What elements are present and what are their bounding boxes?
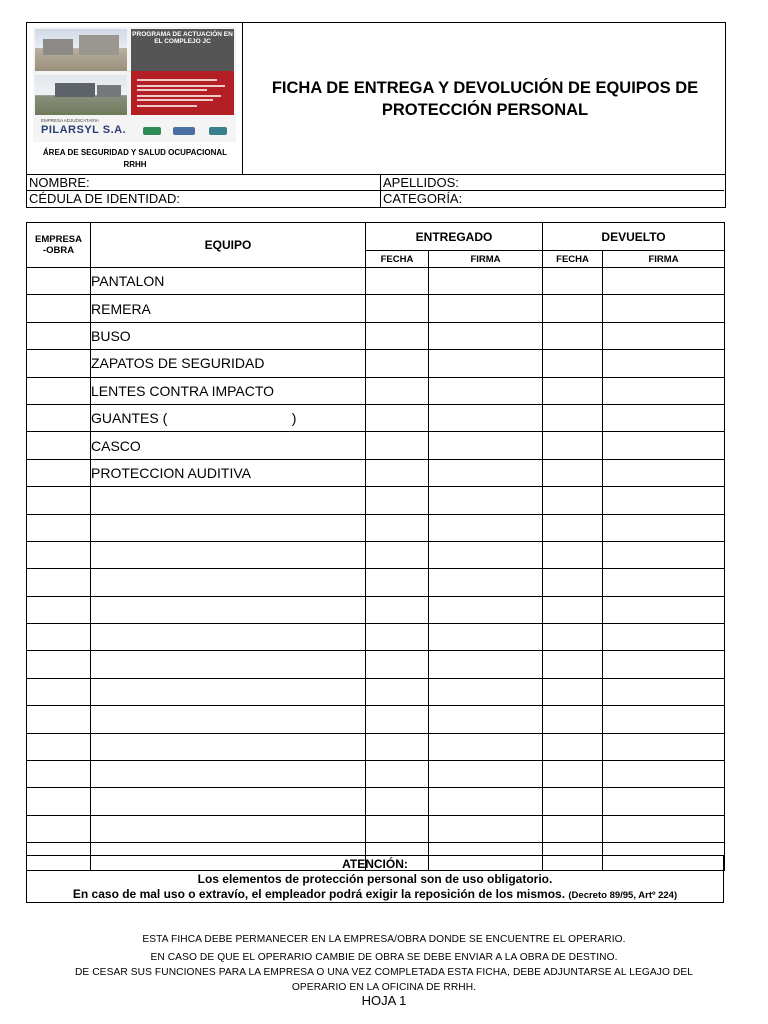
company-logo-text: PILARSYL S.A. (41, 124, 127, 136)
nombre-label: NOMBRE: (29, 175, 90, 190)
devuelto-fecha-cell[interactable] (543, 624, 603, 651)
equipo-cell (91, 788, 366, 815)
devuelto-fecha-cell[interactable] (543, 596, 603, 623)
col-devuelto: DEVUELTO (543, 223, 725, 251)
empresa-obra-cell[interactable] (27, 596, 91, 623)
entregado-fecha-cell[interactable] (366, 404, 429, 431)
empresa-obra-cell[interactable] (27, 706, 91, 733)
building-photo-top (35, 29, 127, 71)
page-title (243, 23, 727, 174)
equipo-cell: PANTALON (91, 268, 366, 295)
devuelto-firma-cell[interactable] (603, 377, 725, 404)
entregado-firma-cell[interactable] (429, 733, 543, 760)
table-row (27, 733, 725, 760)
table-row (27, 706, 725, 733)
devuelto-firma-cell[interactable] (603, 815, 725, 842)
footer-line-2: EN CASO DE QUE EL OPERARIO CAMBIE DE OBRA SE DEBE ENVIAR A LA OBRA DE DESTINO. (150, 952, 618, 963)
devuelto-fecha-cell[interactable] (543, 733, 603, 760)
devuelto-fecha-cell[interactable] (543, 377, 603, 404)
devuelto-fecha-cell[interactable] (543, 432, 603, 459)
equipo-cell (91, 706, 366, 733)
devuelto-fecha-cell[interactable] (543, 268, 603, 295)
footer-instructions (0, 932, 768, 995)
entregado-fecha-cell[interactable] (366, 706, 429, 733)
equipment-rows (27, 268, 725, 871)
empresa-obra-cell[interactable] (27, 487, 91, 514)
apellidos-field[interactable] (381, 175, 724, 191)
devuelto-firma-cell[interactable] (603, 788, 725, 815)
equipo-cell (91, 733, 366, 760)
attention-line-2-text: En caso de mal uso o extravío, el empleador podrá exigir la reposición de los mismos. (72, 887, 566, 901)
devuelto-firma-cell[interactable] (603, 487, 725, 514)
devuelto-firma-cell[interactable] (603, 706, 725, 733)
company-tag: EMPRESA ADJUDICATARIA (41, 118, 99, 123)
entregado-fecha-cell[interactable] (366, 788, 429, 815)
entregado-fecha-cell[interactable] (366, 624, 429, 651)
equipo-cell (91, 487, 366, 514)
logo-cell (27, 23, 243, 174)
entregado-fecha-cell[interactable] (366, 596, 429, 623)
equipment-table-wrapper (26, 222, 724, 871)
table-row (27, 569, 725, 596)
devuelto-fecha-cell[interactable] (543, 541, 603, 568)
equipo-cell (91, 761, 366, 788)
devuelto-fecha-cell[interactable] (543, 295, 603, 322)
entregado-firma-cell[interactable] (429, 295, 543, 322)
devuelto-firma-cell[interactable] (603, 733, 725, 760)
empresa-obra-cell[interactable] (27, 678, 91, 705)
devuelto-fecha-cell[interactable] (543, 761, 603, 788)
equipo-cell: CASCO (91, 432, 366, 459)
devuelto-firma-cell[interactable] (603, 322, 725, 349)
table-row (27, 487, 725, 514)
equipo-cell: REMERA (91, 295, 366, 322)
entregado-firma-cell[interactable] (429, 706, 543, 733)
entregado-fecha-cell[interactable] (366, 487, 429, 514)
equipo-cell (91, 624, 366, 651)
entregado-firma-cell[interactable] (429, 788, 543, 815)
col-empresa-label: EMPRESA (35, 234, 82, 245)
devuelto-fecha-cell[interactable] (543, 487, 603, 514)
entregado-firma-cell[interactable] (429, 404, 543, 431)
partner-logo-2 (173, 127, 195, 135)
entregado-firma-cell[interactable] (429, 487, 543, 514)
col-entregado-firma: FIRMA (429, 251, 543, 268)
table-row (27, 678, 725, 705)
program-fine-print (133, 75, 232, 113)
table-row (27, 350, 725, 377)
equipo-cell: BUSO (91, 322, 366, 349)
entregado-fecha-cell[interactable] (366, 459, 429, 486)
devuelto-fecha-cell[interactable] (543, 678, 603, 705)
table-row (27, 815, 725, 842)
devuelto-firma-cell[interactable] (603, 350, 725, 377)
devuelto-firma-cell[interactable] (603, 678, 725, 705)
table-row (27, 404, 725, 431)
empresa-obra-cell[interactable] (27, 322, 91, 349)
page-number: HOJA 1 (361, 993, 407, 1008)
table-row (27, 377, 725, 404)
attention-heading: ATENCIÓN: (342, 857, 408, 871)
entregado-firma-cell[interactable] (429, 569, 543, 596)
devuelto-fecha-cell[interactable] (543, 322, 603, 349)
empresa-obra-cell[interactable] (27, 788, 91, 815)
entregado-fecha-cell[interactable] (366, 268, 429, 295)
empresa-obra-cell[interactable] (27, 350, 91, 377)
title-line-1: FICHA DE ENTREGA Y DEVOLUCIÓN DE EQUIPOS DE (271, 78, 699, 97)
table-row (27, 268, 725, 295)
devuelto-fecha-cell[interactable] (543, 350, 603, 377)
col-entregado-fecha: FECHA (366, 251, 429, 268)
table-row (27, 624, 725, 651)
devuelto-firma-cell[interactable] (603, 541, 725, 568)
area-name: ÁREA DE SEGURIDAD Y SALUD OCUPACIONAL (42, 148, 228, 157)
entregado-firma-cell[interactable] (429, 514, 543, 541)
program-logo-image (33, 27, 236, 142)
devuelto-firma-cell[interactable] (603, 624, 725, 651)
cedula-label: CÉDULA DE IDENTIDAD: (29, 191, 180, 206)
entregado-firma-cell[interactable] (429, 459, 543, 486)
devuelto-fecha-cell[interactable] (543, 651, 603, 678)
equipo-cell (91, 815, 366, 842)
entregado-firma-cell[interactable] (429, 541, 543, 568)
empresa-obra-cell[interactable] (27, 569, 91, 596)
entregado-fecha-cell[interactable] (366, 815, 429, 842)
col-obra-label: -OBRA (42, 245, 75, 256)
empresa-obra-cell[interactable] (27, 514, 91, 541)
department-name: RRHH (123, 160, 147, 169)
equipo-cell: LENTES CONTRA IMPACTO (91, 377, 366, 404)
equipo-cell (91, 541, 366, 568)
entregado-fecha-cell[interactable] (366, 541, 429, 568)
equipo-cell (91, 596, 366, 623)
categoria-field[interactable] (381, 191, 724, 207)
empresa-obra-cell[interactable] (27, 459, 91, 486)
entregado-fecha-cell[interactable] (366, 377, 429, 404)
empresa-obra-cell[interactable] (27, 761, 91, 788)
apellidos-label: APELLIDOS: (383, 175, 459, 190)
entregado-firma-cell[interactable] (429, 678, 543, 705)
devuelto-firma-cell[interactable] (603, 596, 725, 623)
entregado-fecha-cell[interactable] (366, 432, 429, 459)
devuelto-firma-cell[interactable] (603, 404, 725, 431)
devuelto-fecha-cell[interactable] (543, 706, 603, 733)
table-row (27, 295, 725, 322)
entregado-firma-cell[interactable] (429, 322, 543, 349)
devuelto-firma-cell[interactable] (603, 569, 725, 596)
devuelto-fecha-cell[interactable] (543, 459, 603, 486)
entregado-fecha-cell[interactable] (366, 761, 429, 788)
empresa-obra-cell[interactable] (27, 624, 91, 651)
entregado-firma-cell[interactable] (429, 596, 543, 623)
empresa-obra-cell[interactable] (27, 432, 91, 459)
equipment-table (26, 222, 725, 871)
devuelto-fecha-cell[interactable] (543, 404, 603, 431)
building-photo-bottom (35, 75, 127, 115)
entregado-fecha-cell[interactable] (366, 350, 429, 377)
equipo-cell (91, 678, 366, 705)
equipo-cell: GUANTES ( ) (91, 404, 366, 431)
empresa-obra-cell[interactable] (27, 651, 91, 678)
equipo-cell (91, 569, 366, 596)
col-entregado: ENTREGADO (366, 223, 543, 251)
form-header (26, 22, 726, 175)
col-empresa-obra (27, 223, 91, 268)
entregado-firma-cell[interactable] (429, 432, 543, 459)
empresa-obra-cell[interactable] (27, 268, 91, 295)
col-devuelto-firma: FIRMA (603, 251, 725, 268)
entregado-firma-cell[interactable] (429, 651, 543, 678)
devuelto-firma-cell[interactable] (603, 761, 725, 788)
table-row (27, 514, 725, 541)
table-row (27, 322, 725, 349)
attention-notice (26, 855, 724, 903)
footer-line-1: ESTA FIHCA DEBE PERMANECER EN LA EMPRESA/OBRA DONDE SE ENCUENTRE EL OPERARIO. (142, 934, 626, 945)
entregado-firma-cell[interactable] (429, 268, 543, 295)
equipo-cell: ZAPATOS DE SEGURIDAD (91, 350, 366, 377)
devuelto-firma-cell[interactable] (603, 268, 725, 295)
col-equipo: EQUIPO (91, 223, 366, 268)
table-row (27, 596, 725, 623)
footer-line-3: DE CESAR SUS FUNCIONES PARA LA EMPRESA O UNA VEZ COMPLETADA ESTA FICHA, DEBE ADJUNTARSE AL LEGAJO DEL (74, 967, 694, 978)
entregado-firma-cell[interactable] (429, 624, 543, 651)
decree-reference: (Decreto 89/95, Artº 224) (568, 890, 678, 901)
partner-logo-3 (209, 127, 227, 135)
entregado-fecha-cell[interactable] (366, 678, 429, 705)
nombre-field[interactable] (27, 175, 381, 191)
col-devuelto-fecha: FECHA (543, 251, 603, 268)
entregado-firma-cell[interactable] (429, 377, 543, 404)
entregado-firma-cell[interactable] (429, 815, 543, 842)
entregado-fecha-cell[interactable] (366, 514, 429, 541)
equipo-cell: PROTECCION AUDITIVA (91, 459, 366, 486)
devuelto-fecha-cell[interactable] (543, 569, 603, 596)
empresa-obra-cell[interactable] (27, 377, 91, 404)
table-row (27, 541, 725, 568)
table-row (27, 432, 725, 459)
table-row (27, 651, 725, 678)
entregado-fecha-cell[interactable] (366, 322, 429, 349)
entregado-firma-cell[interactable] (429, 761, 543, 788)
devuelto-firma-cell[interactable] (603, 459, 725, 486)
table-row (27, 459, 725, 486)
cedula-field[interactable] (27, 191, 381, 207)
categoria-label: CATEGORÍA: (383, 191, 463, 206)
empresa-obra-cell[interactable] (27, 404, 91, 431)
devuelto-firma-cell[interactable] (603, 514, 725, 541)
entregado-fecha-cell[interactable] (366, 651, 429, 678)
employee-info (26, 175, 726, 208)
entregado-firma-cell[interactable] (429, 350, 543, 377)
devuelto-firma-cell[interactable] (603, 651, 725, 678)
empresa-obra-cell[interactable] (27, 733, 91, 760)
area-label (27, 147, 243, 171)
devuelto-fecha-cell[interactable] (543, 788, 603, 815)
devuelto-firma-cell[interactable] (603, 295, 725, 322)
partner-logo-1 (143, 127, 161, 135)
entregado-fecha-cell[interactable] (366, 569, 429, 596)
entregado-fecha-cell[interactable] (366, 295, 429, 322)
attention-line-2 (27, 887, 723, 903)
devuelto-fecha-cell[interactable] (543, 514, 603, 541)
empresa-obra-cell[interactable] (27, 541, 91, 568)
empresa-obra-cell[interactable] (27, 295, 91, 322)
equipo-cell (91, 651, 366, 678)
program-title: PROGRAMA DE ACTUACIÓN EN EL COMPLEJO JC (131, 29, 234, 71)
attention-line-1: Los elementos de protección personal son de uso obligatorio. (197, 872, 553, 886)
empresa-obra-cell[interactable] (27, 815, 91, 842)
devuelto-fecha-cell[interactable] (543, 815, 603, 842)
title-line-2: PROTECCIÓN PERSONAL (381, 100, 589, 119)
footer-line-4: OPERARIO EN LA OFICINA DE RRHH. (291, 982, 477, 993)
entregado-fecha-cell[interactable] (366, 733, 429, 760)
equipo-cell (91, 514, 366, 541)
table-row (27, 761, 725, 788)
table-row (27, 788, 725, 815)
devuelto-firma-cell[interactable] (603, 432, 725, 459)
